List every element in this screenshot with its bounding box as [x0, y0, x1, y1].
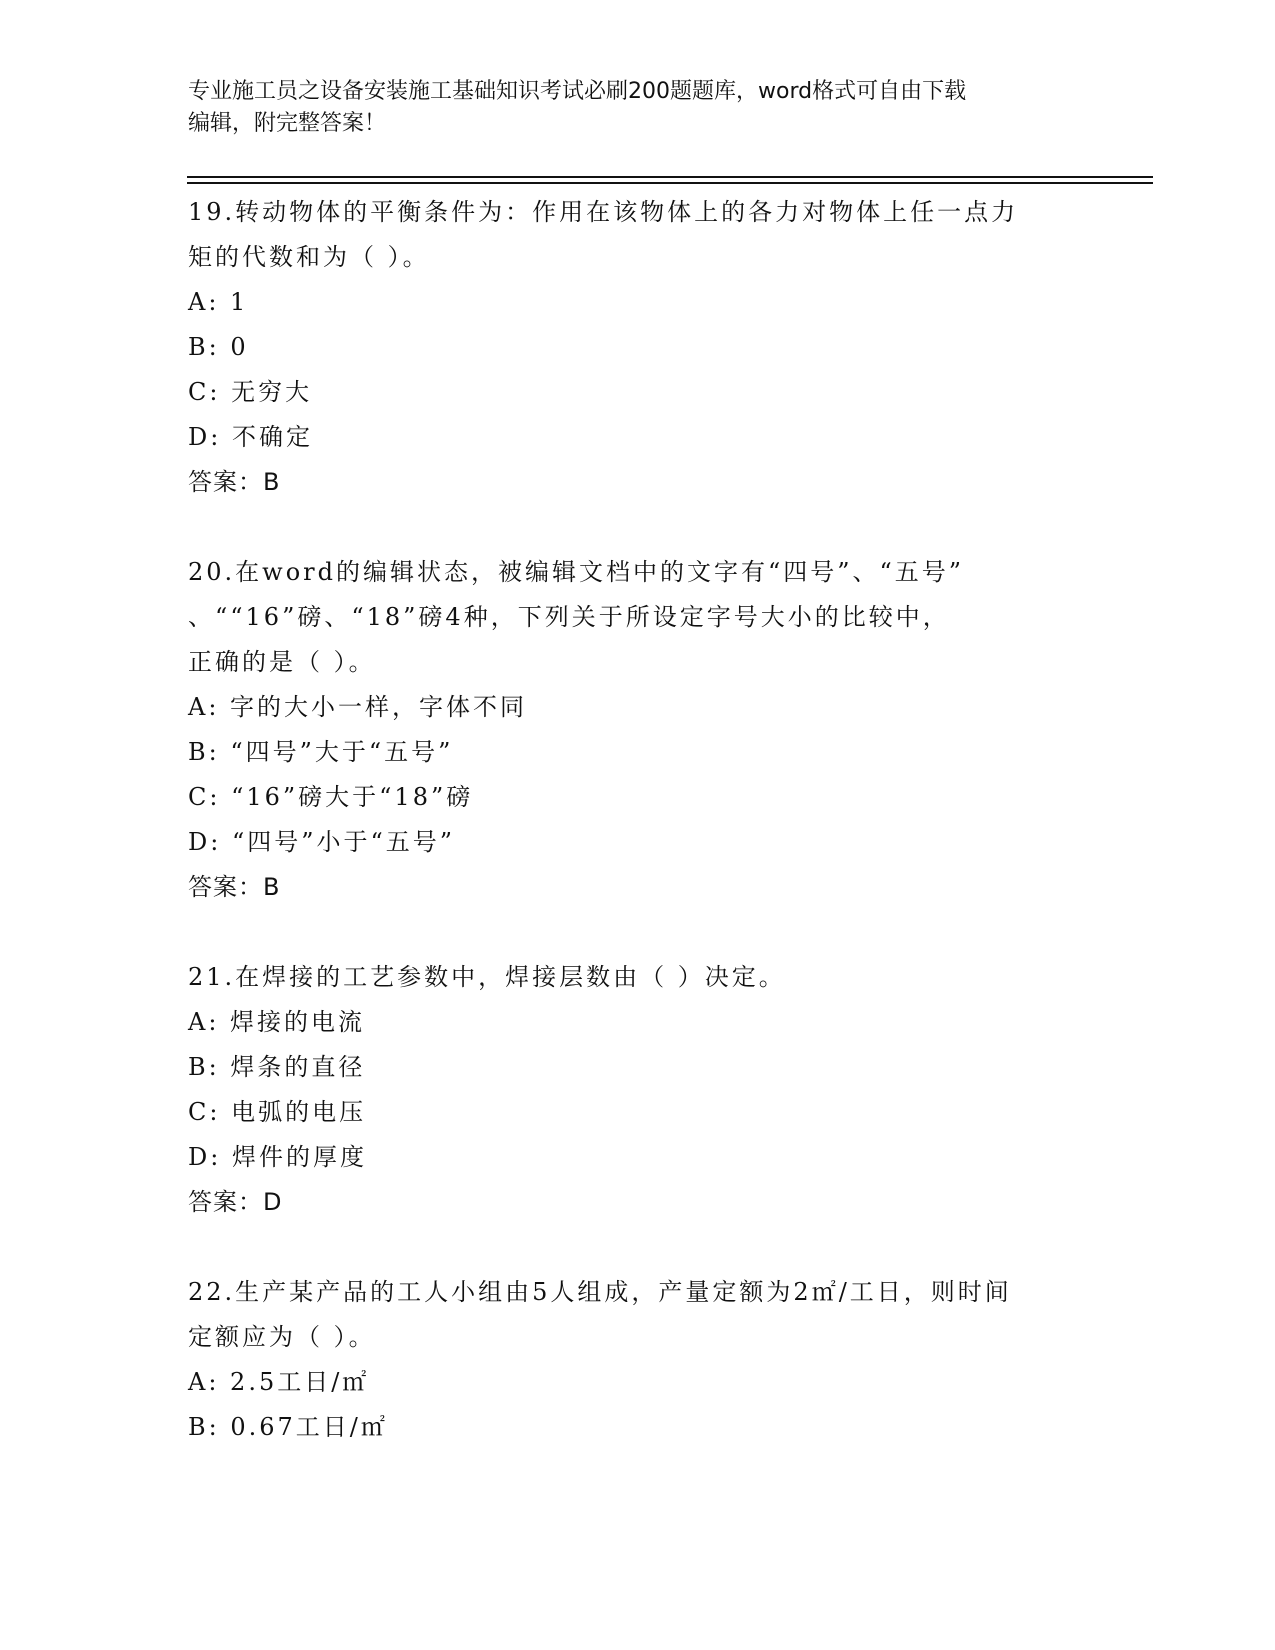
- option-a: A: 1: [188, 288, 249, 316]
- option-a: A: 2.5工日/㎡: [188, 1368, 370, 1396]
- question-19: [188, 190, 1088, 505]
- answer-line: 答案：D: [188, 1188, 283, 1216]
- question-stem-line: 19.转动物体的平衡条件为：作用在该物体上的各力对物体上任一点力: [188, 198, 1019, 226]
- option-b: B: 0: [188, 333, 249, 361]
- header-divider-top: [187, 176, 1153, 178]
- option-c: C: “16”磅大于“18”磅: [188, 783, 474, 811]
- question-stem-line: 正确的是（ ）。: [188, 648, 376, 676]
- header-line-1: 专业施工员之设备安装施工基础知识考试必刷200题题库，word格式可自由下载: [188, 79, 967, 104]
- question-22: [188, 1270, 1088, 1450]
- question-21: [188, 955, 1088, 1225]
- option-d: D: “四号”小于“五号”: [188, 828, 456, 856]
- question-20: [188, 550, 1088, 910]
- option-a: A: 焊接的电流: [188, 1008, 366, 1036]
- question-stem-line: 矩的代数和为（ ）。: [188, 243, 430, 271]
- option-d: D: 不确定: [188, 423, 313, 451]
- answer-line: 答案：B: [188, 468, 281, 496]
- header-line-2: 编辑，附完整答案！: [188, 111, 387, 136]
- question-stem-line: 20.在word的编辑状态，被编辑文档中的文字有“四号”、“五号”: [188, 558, 965, 586]
- option-b: B: “四号”大于“五号”: [188, 738, 454, 766]
- question-stem-line: 22.生产某产品的工人小组由5人组成，产量定额为2㎡/工日，则时间: [188, 1278, 1012, 1306]
- option-d: D: 焊件的厚度: [188, 1143, 367, 1171]
- header-divider-bottom: [187, 182, 1153, 184]
- option-b: B: 0.67工日/㎡: [188, 1413, 388, 1441]
- option-a: A: 字的大小一样，字体不同: [188, 693, 528, 721]
- question-stem-line: 21.在焊接的工艺参数中，焊接层数由（ ）决定。: [188, 963, 786, 991]
- option-b: B: 焊条的直径: [188, 1053, 366, 1081]
- question-gap: [188, 910, 1088, 955]
- answer-line: 答案：B: [188, 873, 281, 901]
- document-header: [188, 76, 1088, 140]
- question-stem-line: 、““16”磅、“18”磅4种，下列关于所设定字号大小的比较中，: [188, 603, 950, 631]
- question-gap: [188, 1225, 1088, 1270]
- question-gap: [188, 505, 1088, 550]
- question-list: [188, 190, 1088, 1450]
- option-c: C: 无穷大: [188, 378, 313, 406]
- question-stem-line: 定额应为（ ）。: [188, 1323, 376, 1351]
- option-c: C: 电弧的电压: [188, 1098, 367, 1126]
